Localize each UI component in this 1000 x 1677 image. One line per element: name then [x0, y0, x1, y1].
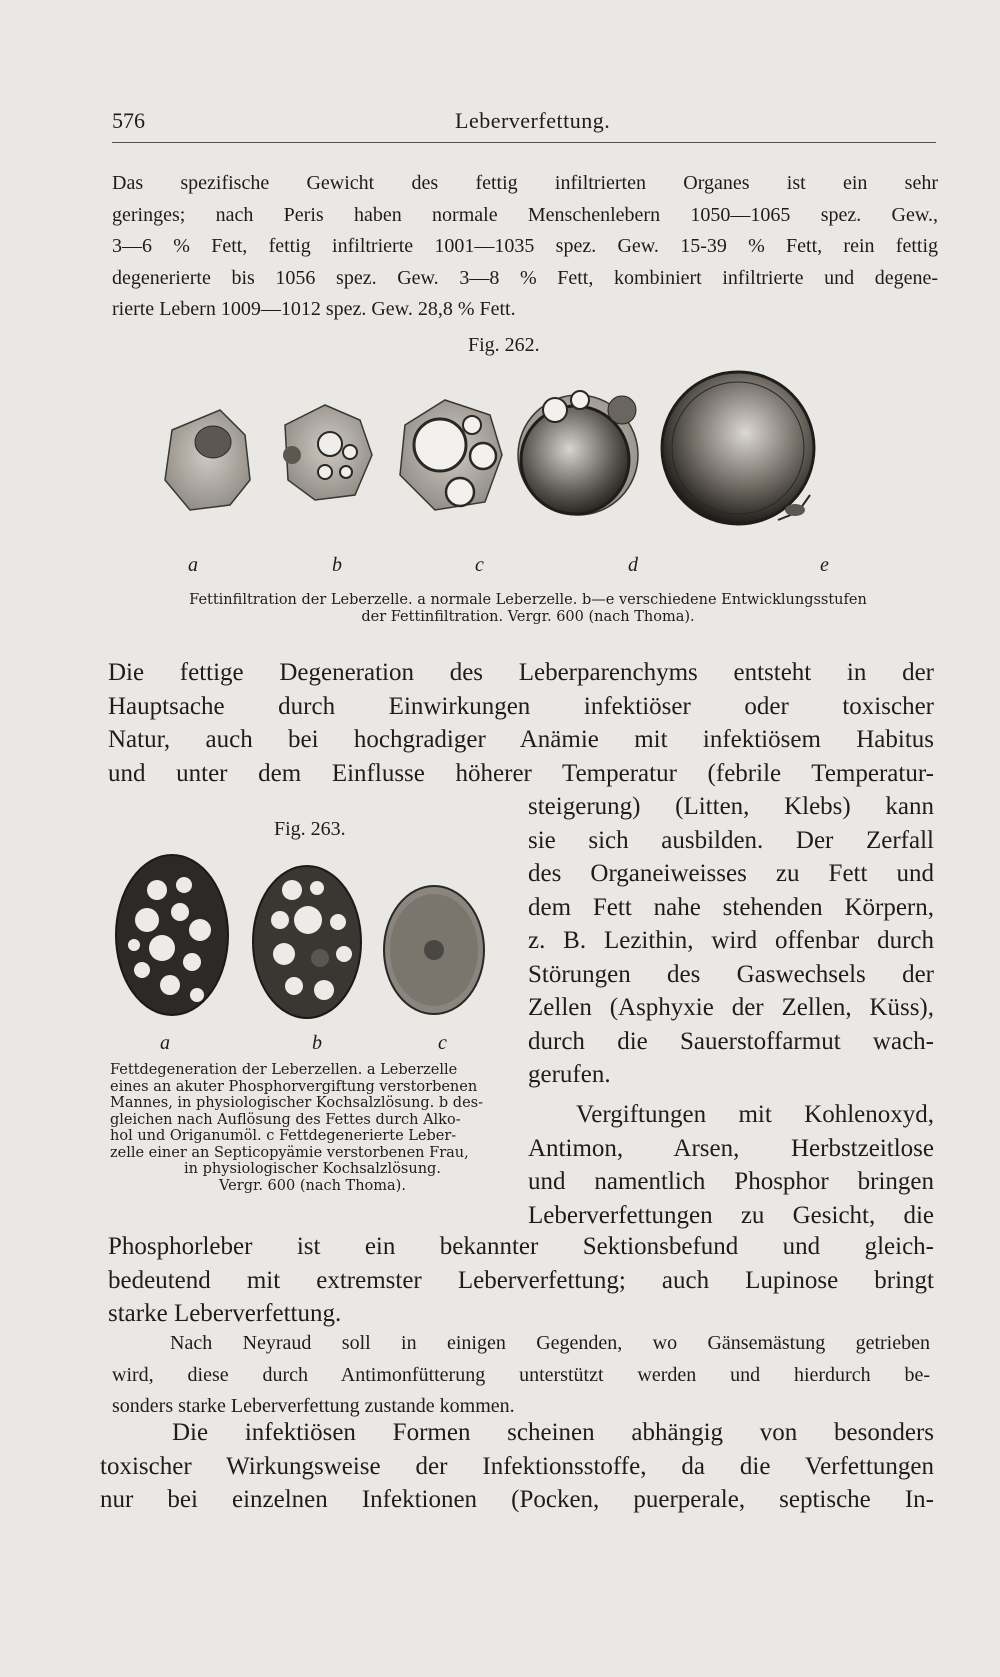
- text-line: Störungen des Gaswechsels der: [528, 960, 934, 988]
- degenerated-cell-a: [116, 855, 228, 1015]
- figure-262-caption: [118, 592, 938, 625]
- text-line: degenerierte bis 1056 spez. Gew. 3—8 % Fett, kombiniert infiltrierte und degene-: [112, 266, 938, 289]
- text-line: 3—6 % Fett, fettig infiltrierte 1001—1035 spez. Gew. 15-39 % Fett, rein fettig: [112, 235, 938, 257]
- caption-line: Fettdegeneration der Leberzellen. a Leberzelle: [110, 1062, 458, 1078]
- caption-line: eines an akuter Phosphorvergiftung verstorbenen: [110, 1078, 478, 1095]
- text-line: Die fettige Degeneration des Leberparenchyms entsteht in der: [108, 659, 934, 686]
- cell-b: [283, 405, 372, 500]
- figure-262-letter-b: b: [332, 554, 342, 576]
- text-line: rierte Lebern 1009—1012 spez. Gew. 28,8 % Fett.: [112, 298, 516, 320]
- paragraph-phosphorus: [108, 1230, 934, 1331]
- header-rule: [112, 142, 936, 143]
- page-number: 576: [112, 108, 145, 133]
- text-line: starke Leberverfettung.: [108, 1300, 342, 1327]
- figure-263-letter-a: a: [160, 1032, 170, 1054]
- degenerated-cell-c: [384, 886, 484, 1014]
- text-line: Die infektiösen Formen scheinen abhängig von besonders: [172, 1419, 934, 1446]
- text-line: Leberverfettungen zu Gesicht, die: [528, 1201, 934, 1229]
- cell-a: [165, 410, 250, 510]
- text-line: Antimon, Arsen, Herbstzeitlose: [528, 1134, 934, 1162]
- caption-line: hol und Origanumöl. c Fettdegenerierte Leber-: [110, 1128, 457, 1144]
- figure-263-illustration: [112, 850, 502, 1030]
- text-line: sie sich ausbilden. Der Zerfall: [528, 826, 934, 854]
- cell-c: [400, 400, 502, 510]
- text-line: steigerung) (Litten, Klebs) kann: [528, 793, 934, 820]
- caption-line: Vergr. 600 (nach Thoma).: [219, 1177, 406, 1194]
- figure-263-letter-c: c: [438, 1032, 447, 1054]
- text-line: Nach Neyraud soll in einigen Gegenden, wo Gänsemästung getrieben: [170, 1332, 930, 1354]
- text-line: wird, diese durch Antimonfütterung unterstützt werden und hierdurch be-: [112, 1363, 930, 1386]
- figure-262-label: Fig. 262.: [468, 334, 540, 356]
- text-line: toxischer Wirkungsweise der Infektionsstoffe, da die Verfettungen: [100, 1452, 934, 1480]
- cell-e: [662, 372, 814, 524]
- figure-262-letter-d: d: [628, 554, 638, 576]
- paragraph-infectious-forms: [100, 1416, 934, 1517]
- caption-line: zelle einer an Septicopyämie verstorbenen Frau,: [110, 1144, 469, 1161]
- text-line: Hauptsache durch Einwirkungen infektiöser oder toxischer: [108, 692, 934, 720]
- cell-d: [518, 391, 638, 515]
- paragraph-degeneration-right: [528, 790, 934, 1092]
- figure-263-letter-b: b: [312, 1032, 322, 1054]
- caption-line: in physiologischer Kochsalzlösung.: [184, 1161, 441, 1177]
- figure-263-caption: [110, 1062, 515, 1194]
- text-line: Phosphorleber ist ein bekannter Sektionsbefund und gleich-: [108, 1233, 934, 1260]
- text-line: durch die Sauerstoffarmut wach-: [528, 1027, 934, 1055]
- figure-262-letter-c: c: [475, 554, 484, 576]
- text-line: Das spezifische Gewicht des fettig infiltrierten Organes ist ein sehr: [112, 172, 938, 194]
- paragraph-specific-gravity: [112, 168, 938, 326]
- text-line: bedeutend mit extremster Leberverfettung; auch Lupinose bringt: [108, 1266, 934, 1294]
- running-title: Leberverfettung.: [455, 108, 611, 133]
- text-line: sonders starke Leberverfettung zustande kommen.: [112, 1395, 515, 1417]
- paragraph-neyraud: [112, 1328, 930, 1423]
- caption-line: gleichen nach Auflösung des Fettes durch Alko-: [110, 1111, 461, 1128]
- text-line: nur bei einzelnen Infektionen (Pocken, puerperale, septische In-: [100, 1486, 934, 1513]
- text-line: und unter dem Einflusse höherer Temperatur (febrile Temperatur-: [108, 759, 934, 787]
- caption-line: Fettinfiltration der Leberzelle. a normale Leberzelle. b—e verschiedene Entwicklungsstufen: [189, 592, 867, 608]
- paragraph-degeneration: [108, 656, 934, 790]
- text-line: dem Fett nahe stehenden Körpern,: [528, 893, 934, 921]
- caption-line: der Fettinfiltration. Vergr. 600 (nach Thoma).: [361, 608, 695, 625]
- degenerated-cell-b: [253, 866, 361, 1018]
- paragraph-poisoning-right: [528, 1098, 934, 1232]
- text-line: gerufen.: [528, 1061, 611, 1088]
- caption-line: Mannes, in physiologischer Kochsalzlösung. b des-: [110, 1095, 483, 1111]
- text-line: Zellen (Asphyxie der Zellen, Küss),: [528, 994, 934, 1021]
- text-line: geringes; nach Peris haben normale Menschenlebern 1050—1065 spez. Gew.,: [112, 203, 938, 226]
- text-line: z. B. Lezithin, wird offenbar durch: [528, 927, 934, 954]
- text-line: und namentlich Phosphor bringen: [528, 1168, 934, 1195]
- figure-263-label: Fig. 263.: [274, 818, 346, 840]
- figure-262-letter-a: a: [188, 554, 198, 576]
- text-line: Vergiftungen mit Kohlenoxyd,: [576, 1101, 934, 1128]
- figure-262-letter-e: e: [820, 554, 829, 576]
- text-line: des Organeiweisses zu Fett und: [528, 860, 934, 887]
- text-line: Natur, auch bei hochgradiger Anämie mit infektiösem Habitus: [108, 726, 934, 753]
- figure-262-illustration: [150, 370, 890, 570]
